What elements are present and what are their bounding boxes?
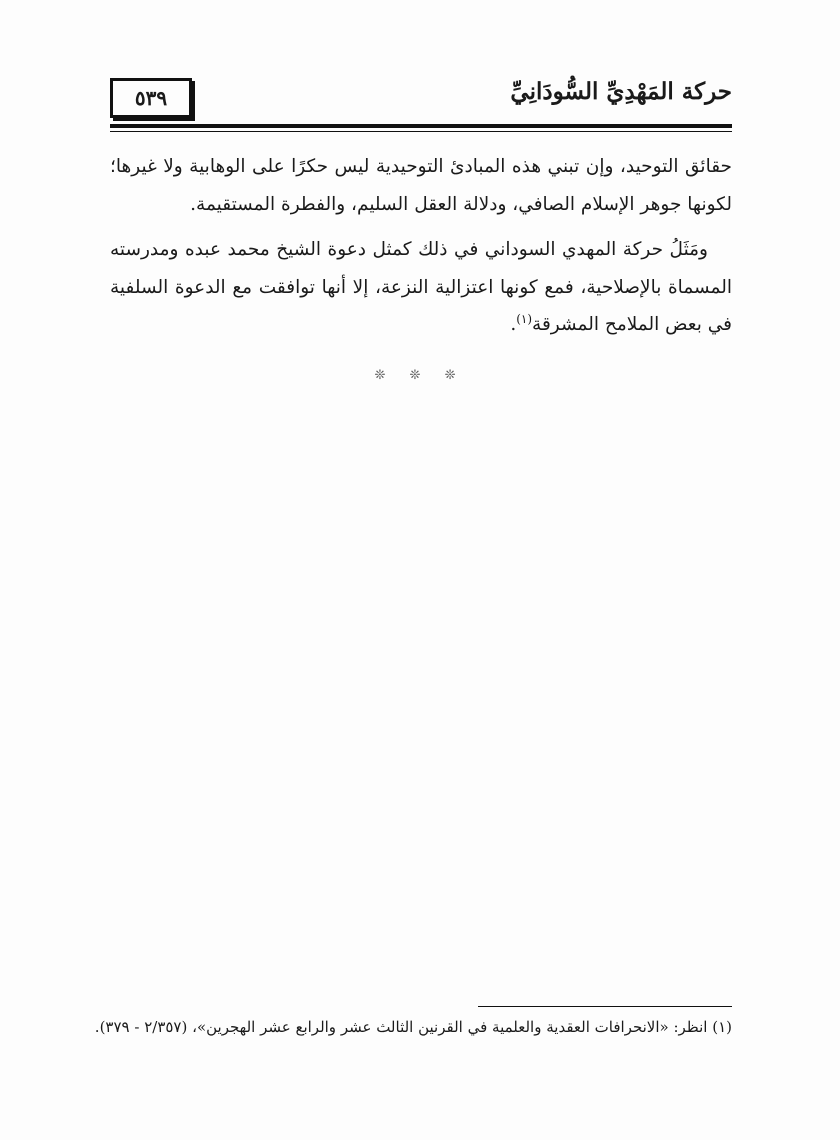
header-rule-thin <box>110 131 732 132</box>
section-separator: ❊ ❊ ❊ <box>374 368 466 383</box>
footnote-rule <box>478 1006 732 1007</box>
paragraph-1: حقائق التوحيد، وإن تبني هذه المبادئ التوحيدية ليس حكرًا على الوهابية ولا غيرها؛ لكونها جوهر الإسلام الصافي، ودلالة العقل السليم، والفطرة المستقيمة. <box>110 156 732 215</box>
body-text <box>110 148 732 344</box>
footnote-reference: (١) <box>516 311 533 326</box>
page-header <box>110 74 732 124</box>
header-rule-thick <box>110 124 732 128</box>
page-number: ٥٣٩ <box>110 78 192 118</box>
paragraph-2-text: ومَثَلُ حركة المهدي السوداني في ذلك كمثل دعوة الشيخ محمد عبده ومدرسته المسماة بالإصلاحية، فمع كونها اعتزالية النزعة، إلا أنها توافقت مع الدعوة السلفية في بعض الملامح المشرقة <box>110 239 732 335</box>
paragraph-2-end: . <box>510 314 517 335</box>
footnote: (١) انظر: «الانحرافات العقدية والعلمية في القرنين الثالث عشر والرابع عشر الهجرين»، (٢/٣٥٧ - ٣٧٩). <box>94 1018 732 1036</box>
paragraph-2 <box>110 231 732 344</box>
running-title: حركة المَهْدِيِّ السُّودَانِيِّ <box>510 78 732 105</box>
